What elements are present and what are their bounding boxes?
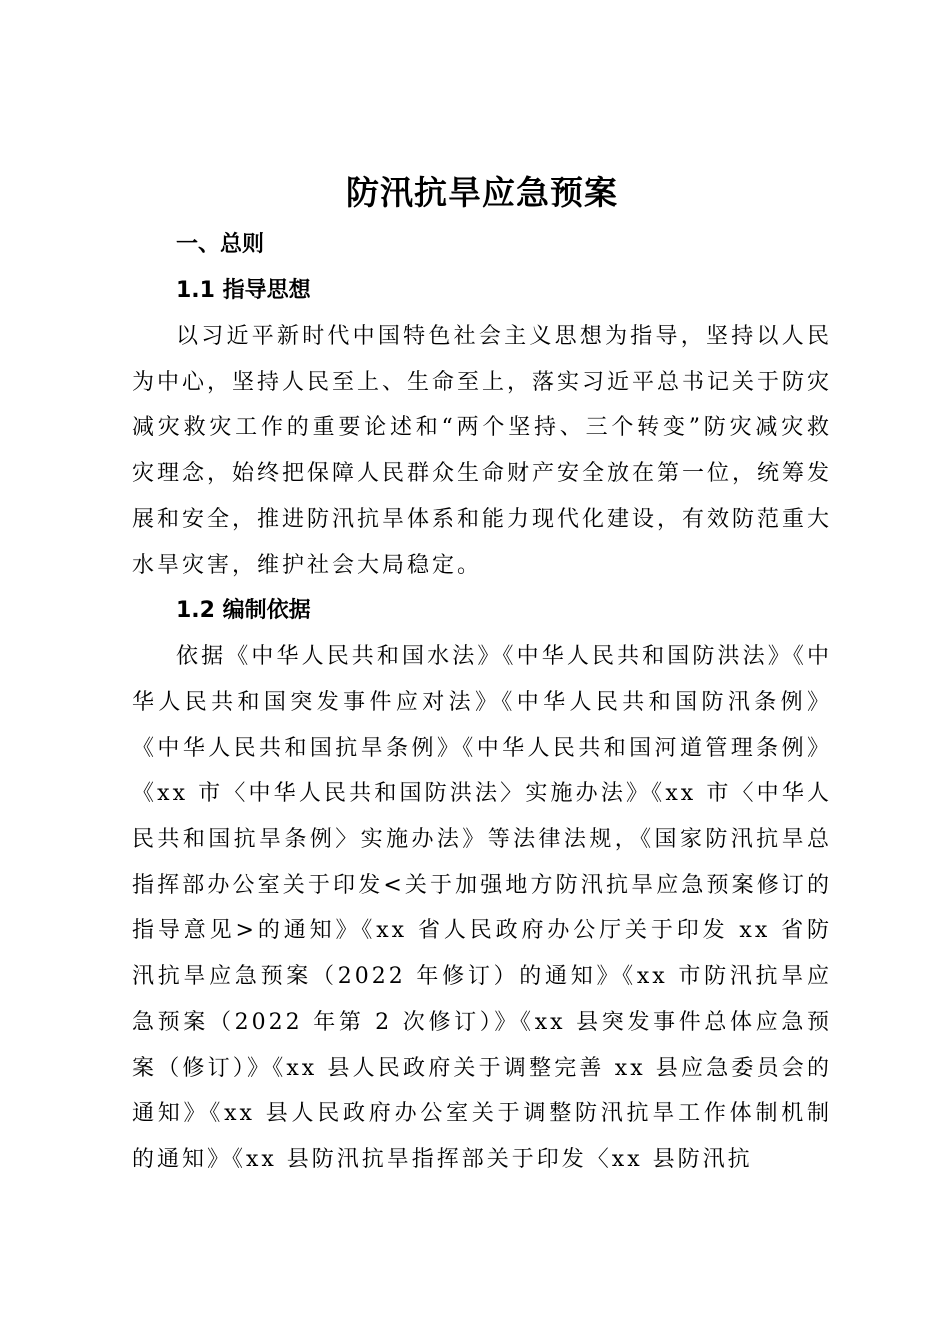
section-heading-general: 一、总则 (176, 232, 265, 257)
subsection-heading-basis: 1.2 编制依据 (176, 598, 311, 624)
subsection-heading-guiding-ideology: 1.1 指导思想 (176, 278, 311, 303)
paragraph-basis: 依据《中华人民共和国水法》《中华人民共和国防洪法》《中华人民共和国突发事件应对法》《中华人民共和国防汛条例》《中华人民共和国抗旱条例》《中华人民共和国河道管理条例》《xx 市〈中华人民共和国防洪法〉实施办法》《xx 市〈中华人民共和国抗旱条例〉实施办法》等法律法规，《国家防汛抗旱总指挥部办公室关于印发<关于加强地方防汛抗旱应急预案修订的指导意见>的通知》《xx 省人民政府办公厅关于印发 xx 省防汛抗旱应急预案（2022 年修订）的通知》《xx 市防汛抗旱应急预案（2022 年第 2 次修订）》《xx 县突发事件总体应急预案（修订）》《xx 县人民政府关于调整完善 xx 县应急委员会的通知》《xx 县人民政府办公室关于调整防汛抗旱工作体制机制的通知》《xx 县防汛抗旱指挥部关于印发〈xx 县防汛抗 (132, 644, 832, 1172)
paragraph-guiding-ideology: 以习近平新时代中国特色社会主义思想为指导，坚持以人民为中心，坚持人民至上、生命至上，落实习近平总书记关于防灾减灾救灾工作的重要论述和“两个坚持、三个转变”防灾减灾救灾理念，始终把保障人民群众生命财产安全放在第一位，统筹发展和安全，推进防汛抗旱体系和能力现代化建设，有效防范重大水旱灾害，维护社会大局稳定。 (132, 324, 833, 578)
page-title: 防汛抗旱应急预案 (346, 173, 618, 212)
document-body (132, 168, 832, 1183)
